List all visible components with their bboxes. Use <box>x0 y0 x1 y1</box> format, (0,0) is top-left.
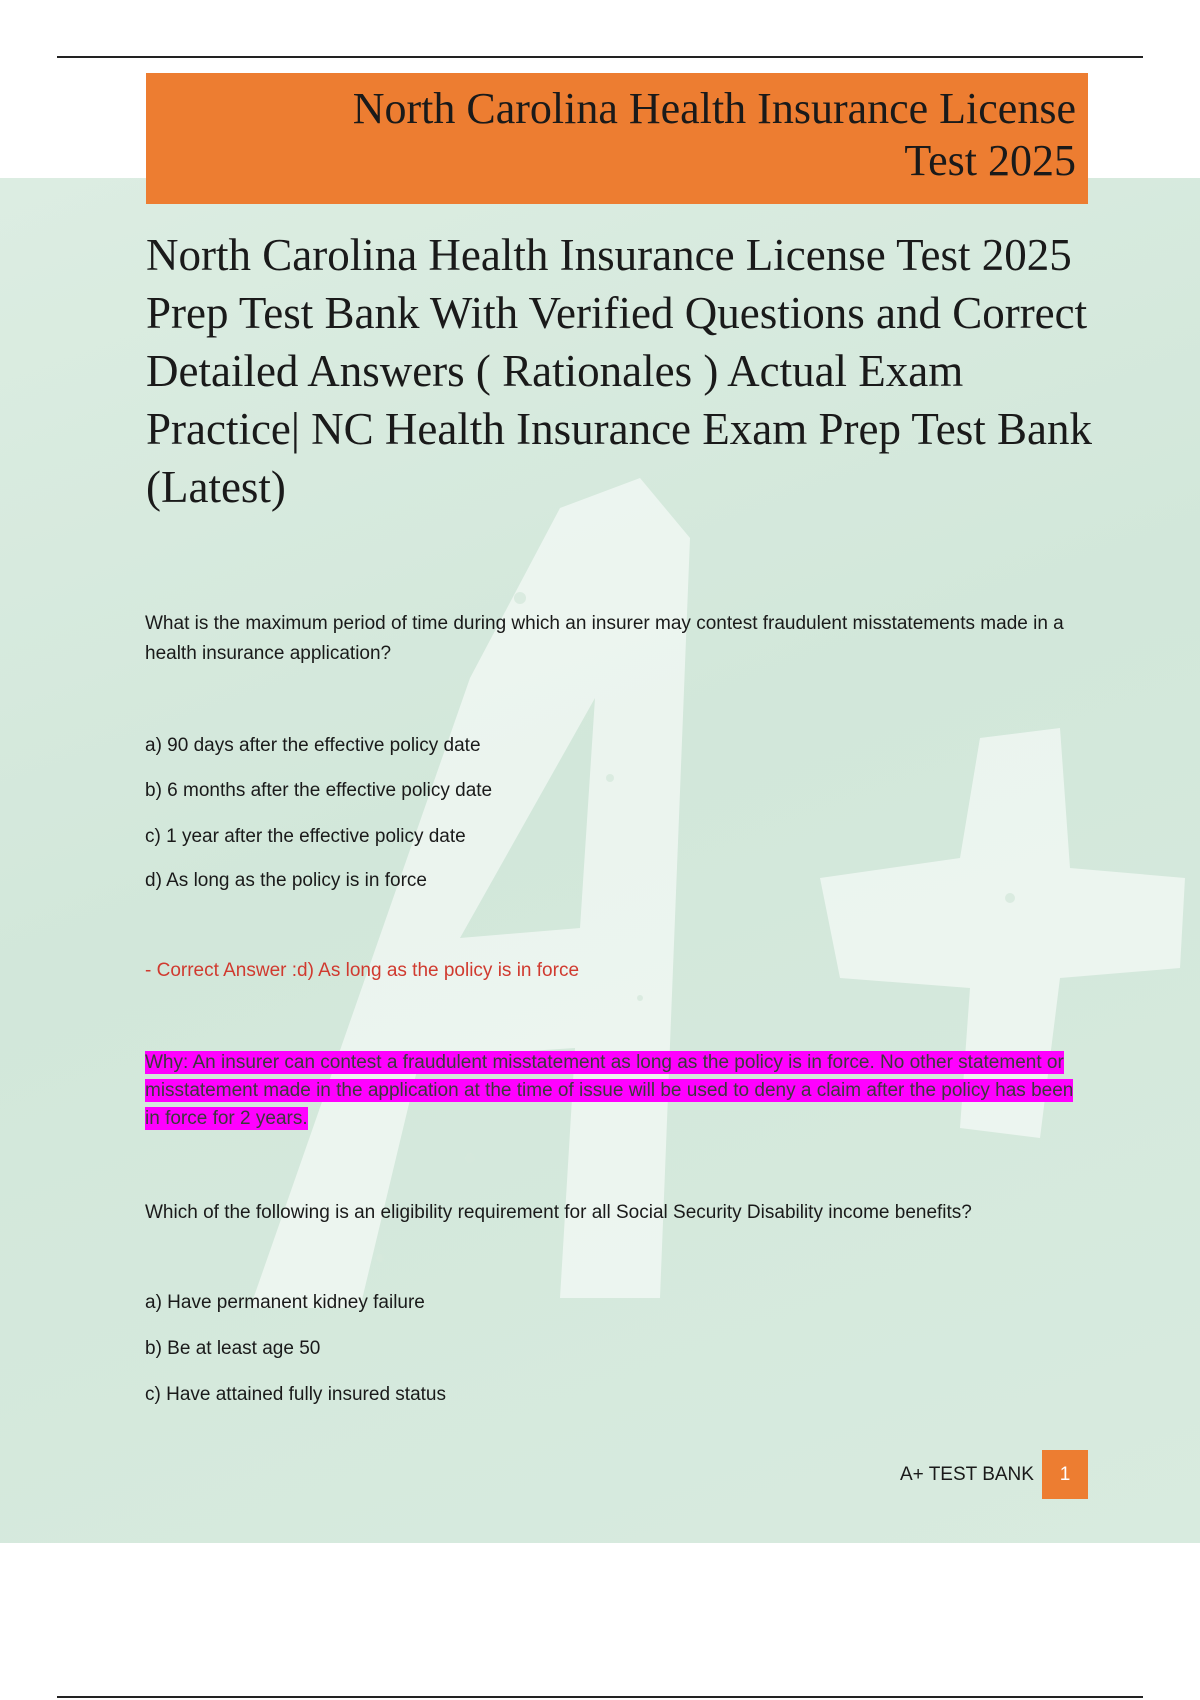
question-2-text: Which of the following is an eligibility requirement for all Social Security Disability income benefits? <box>145 1202 972 1223</box>
question-2-option-b: b) Be at least age 50 <box>145 1338 321 1359</box>
rationale-highlight-text: Why: An insurer can contest a fraudulent misstatement as long as the policy is in force. No other statement or misstatement made in the application at the time of issue will be used to deny a claim after the policy has been in force for 2 years. <box>145 1052 1074 1129</box>
question-1-option-a: a) 90 days after the effective policy date <box>145 735 481 756</box>
top-rule <box>57 56 1143 58</box>
question-2-option-a: a) Have permanent kidney failure <box>145 1292 425 1313</box>
bottom-rule <box>57 1696 1143 1698</box>
question-1-option-d: d) As long as the policy is in force <box>145 870 427 891</box>
question-1-rationale <box>145 1049 1075 1133</box>
document-title: North Carolina Health Insurance License Test 2025 Prep Test Bank With Verified Questions and Correct Detailed Answers ( Rationales ) Actual Exam Practice| NC Health Insurance Exam Prep Test Bank (Latest) <box>146 230 1092 512</box>
question-1-text: What is the maximum period of time during which an insurer may contest fraudulent misstatements made in a health insurance application? <box>145 613 1064 664</box>
question-1-option-b: b) 6 months after the effective policy date <box>145 780 493 801</box>
header-banner <box>146 73 1088 204</box>
footer-label: A+ TEST BANK <box>900 1464 1034 1485</box>
question-2-option-c: c) Have attained fully insured status <box>145 1384 446 1405</box>
page-number-badge: 1 <box>1042 1450 1088 1499</box>
question-1-correct-answer: - Correct Answer :d) As long as the policy is in force <box>145 960 580 981</box>
banner-title-line-1: North Carolina Health Insurance License <box>352 84 1076 133</box>
question-1-option-c: c) 1 year after the effective policy date <box>145 826 466 847</box>
banner-title-line-2: Test 2025 <box>904 136 1076 185</box>
